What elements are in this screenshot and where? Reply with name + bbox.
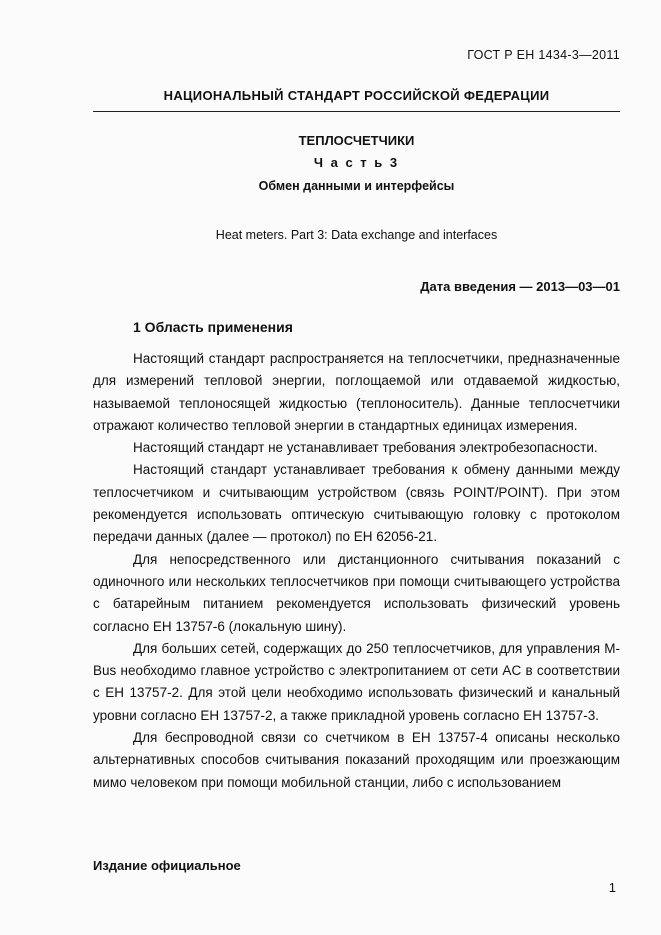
document-title-english: Heat meters. Part 3: Data exchange and interfaces [215, 228, 498, 242]
paragraph-scope-4: Для непосредственного или дистанционного считывания показаний с одиночного или нескольких теплосчетчиков при помощи считывающего устройства с батарейным питанием рекомендуется использовать физический уровень согласно ЕН 13757-6 (локальную шину). [93, 551, 620, 634]
document-title: ТЕПЛОСЧЕТЧИКИ [298, 133, 415, 148]
edition-note: Издание официальное [93, 858, 241, 873]
paragraph-scope-3: Настоящий стандарт устанавливает требования к обмену данными между теплосчетчиком и считывающим устройством (связь POINT/POINT). При этом рекомендуется использовать оптическую считывающую головку с протоколом передачи данных (далее — протокол) по ЕН 62056-21. [93, 462, 620, 545]
section-heading: 1 Область применения [133, 319, 293, 335]
page-number: 1 [608, 880, 616, 895]
paragraph-scope-2: Настоящий стандарт не устанавливает требования электробезопасности. [133, 440, 598, 456]
doc-number: ГОСТ Р ЕН 1434-3—2011 [467, 48, 620, 62]
standard-org-title: НАЦИОНАЛЬНЫЙ СТАНДАРТ РОССИЙСКОЙ ФЕДЕРАЦИИ [163, 88, 550, 103]
paragraph-scope-5: Для больших сетей, содержащих до 250 теплосчетчиков, для управления M-Bus необходимо главное устройство с электропитанием от сети AC в соответствии с ЕН 13757-2. Для этой цели необходимо использовать физический и канальный уровни согласно ЕН 13757-2, а также прикладной уровень согласно ЕН 13757-3. [93, 640, 620, 723]
paragraph-scope-1: Настоящий стандарт распространяется на теплосчетчики, предназначенные для измерений тепловой энергии, поглощаемой или отдаваемой жидкостью, называемой теплоносящей жидкостью (теплоноситель). Данные теплосчетчики отражают количество тепловой энергии в стандартных единицах измерения. [93, 351, 620, 433]
paragraph-scope-6: Для беспроводной связи со счетчиком в ЕН 13757-4 описаны несколько альтернативных способов считывания показаний проходящим или проезжающим мимо человеком при помощи мобильной станции, либо с использованием [93, 730, 620, 790]
effective-date: Дата введения — 2013—03—01 [420, 279, 620, 294]
document-subtitle: Обмен данными и интерфейсы [258, 179, 455, 193]
header-divider [93, 111, 620, 112]
document-part-label: Ч а с т ь 3 [313, 155, 400, 170]
